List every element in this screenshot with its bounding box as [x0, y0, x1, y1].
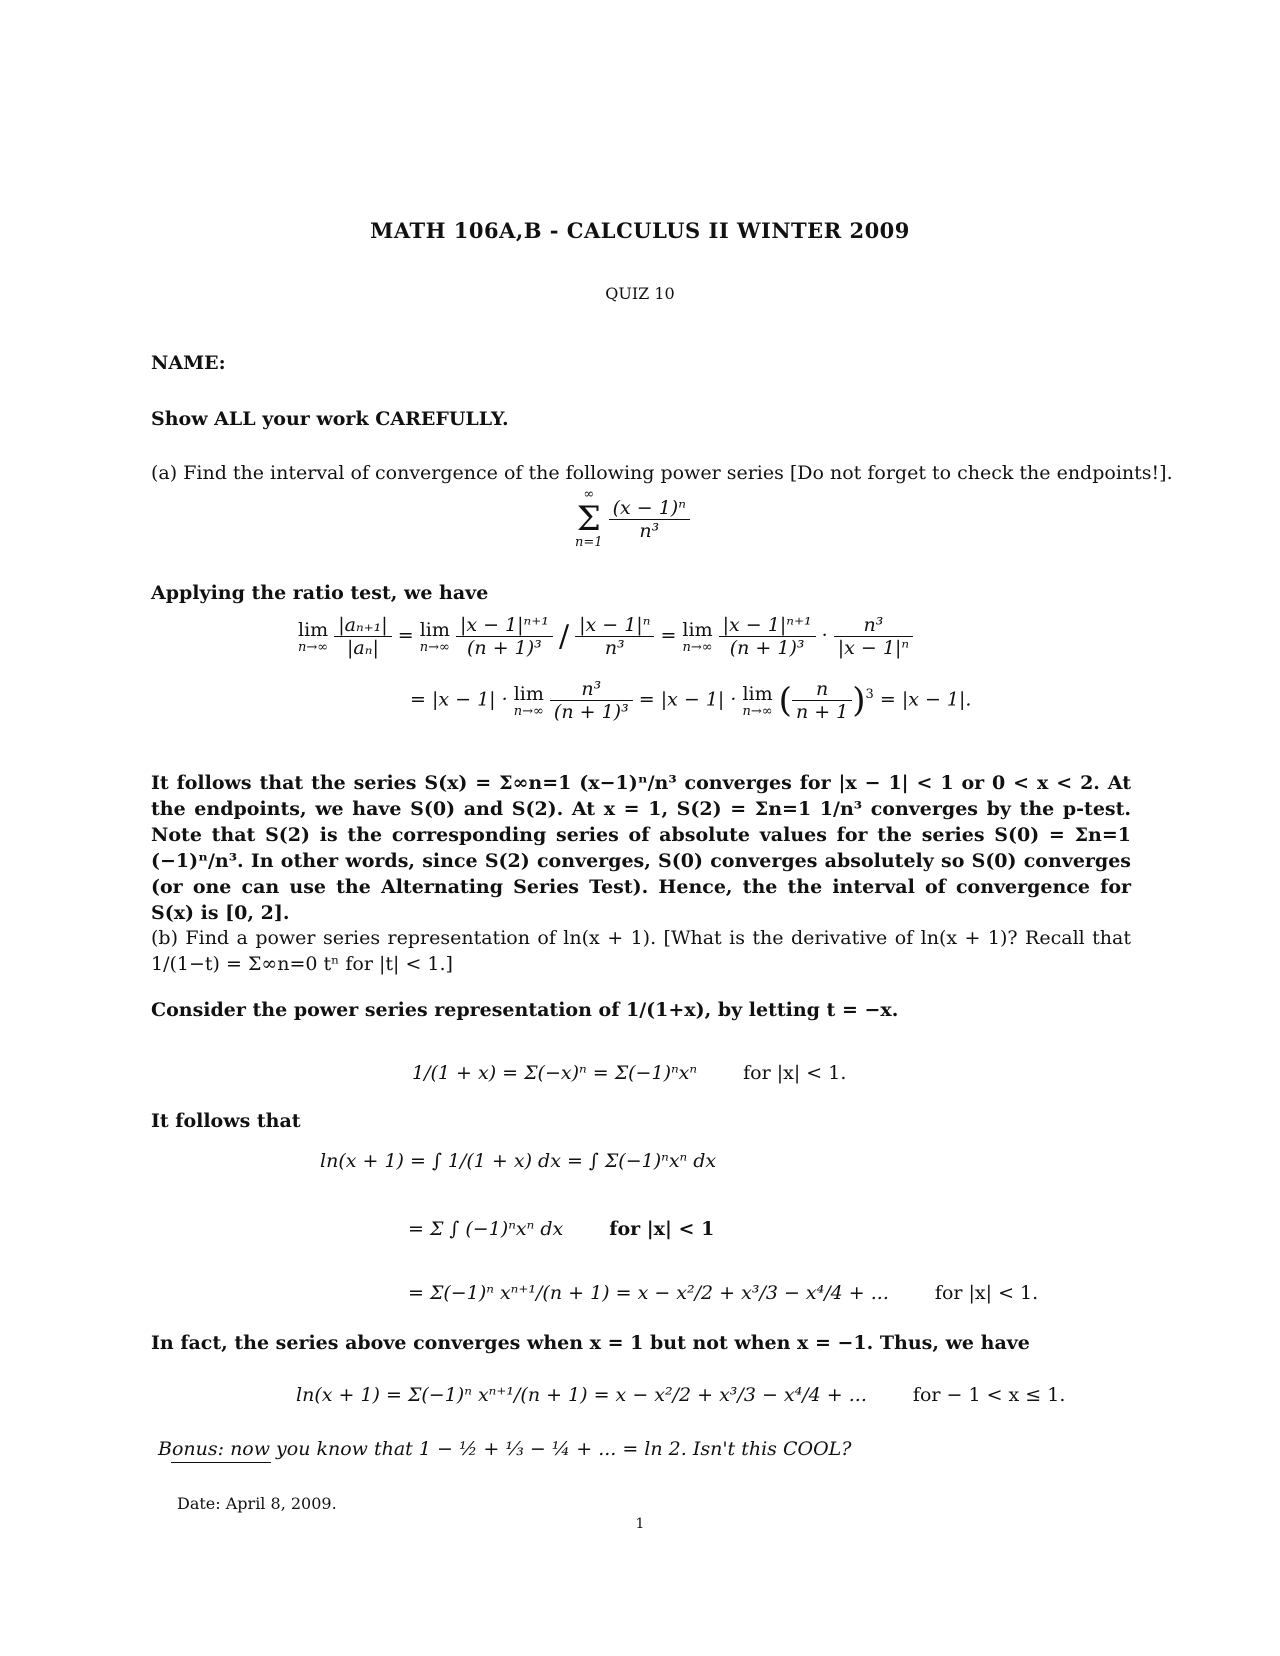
part-a-conclusion: It follows that the series S(x) = Σ∞n=1 (x−1)ⁿ/n³ converges for |x − 1| < 1 or 0 < x < 2. At the endpoints, we have S(0) and S(2). At x = 1, S(2) = Σn=1 1/n³ converges by the p-test. Note that S(2) is the corresponding series of absolute values for the series S(0) = Σn=1 (−1)ⁿ/n³. In other words, since S(2) converges, S(0) converges absolutely so S(0) converges (or one can use the Alternating Series Test). Hence, the the interval of convergence for S(x) is [0, 2].	[151, 772, 1131, 924]
page-title: MATH 106A,B - CALCULUS II WINTER 2009	[370, 218, 910, 243]
it-follows-label: It follows that	[151, 1110, 301, 1132]
date-footnote: Date: April 8, 2009.	[177, 1494, 337, 1513]
ratio-test-line-1: lim n→∞ $\frac{\text{|aₙ₊₁|}}{\text{|aₙ|}}$ = lim n→∞ $\frac{\text{|x − 1|ⁿ⁺¹}}{\text{(n + 1)³}}$ / $\frac{\text{|x − 1|ⁿ}}{\text{n³}}$ = lim n→∞ $\frac{\text{|x − 1|ⁿ⁺¹}}{\text{(n + 1)³}}$ · $\frac{\text{n³}}{\text{|x − 1|ⁿ}}$	[298, 614, 913, 659]
quiz-title: QUIZ 10	[605, 284, 675, 303]
page-number: 1	[635, 1516, 645, 1532]
in-fact-line: In fact, the series above converges when x = 1 but not when x = −1. Thus, we have	[151, 1332, 1030, 1354]
ratio-test-line-2: = |x − 1| · lim n→∞ $\frac{\text{n³}}{\text{(n + 1)³}}$ = |x − 1| · lim n→∞ ( $\frac{n}{n + 1}$ )$^3$ = |x − 1|.	[410, 678, 972, 723]
series-fraction: $\frac{\text{(x − 1)ⁿ}}{\text{n³}}$	[609, 497, 690, 542]
part-a-question: (a) Find the interval of convergence of the following power series [Do not forget to check the endpoints!].	[151, 462, 1173, 484]
instruction: Show ALL your work CAREFULLY.	[151, 408, 509, 430]
part-b-question: (b) Find a power series representation of ln(x + 1). [What is the derivative of ln(x + 1)? Recall that 1/(1−t) = Σ∞n=0 tⁿ for |t| < 1.]	[151, 927, 1131, 975]
equation-integral-2: = Σ ∫ (−1)ⁿxⁿ dx for |x| < 1	[408, 1218, 715, 1240]
series-display	[575, 488, 690, 550]
equation-final: ln(x + 1) = Σ(−1)ⁿ xⁿ⁺¹/(n + 1) = x − x²/2 + x³/3 − x⁴/4 + ... for − 1 < x ≤ 1.	[296, 1384, 1066, 1406]
summation-symbol: ∞ Σ n=1	[575, 487, 603, 550]
bonus-line: Bonus: now you know that 1 − ½ + ⅓ − ¼ + ... = ln 2. Isn't this COOL?	[158, 1438, 852, 1460]
equation-geometric: 1/(1 + x) = Σ(−x)ⁿ = Σ(−1)ⁿxⁿ for |x| < 1.	[412, 1062, 847, 1084]
consider-line: Consider the power series representation of 1/(1+x), by letting t = −x.	[151, 999, 899, 1021]
name-label: NAME:	[151, 352, 226, 374]
applying-ratio-test: Applying the ratio test, we have	[151, 582, 489, 604]
equation-series-result: = Σ(−1)ⁿ xⁿ⁺¹/(n + 1) = x − x²/2 + x³/3 − x⁴/4 + ... for |x| < 1.	[408, 1282, 1039, 1304]
footnote-rule	[171, 1462, 271, 1463]
equation-integral-1: ln(x + 1) = ∫ 1/(1 + x) dx = ∫ Σ(−1)ⁿxⁿ dx	[320, 1150, 717, 1172]
